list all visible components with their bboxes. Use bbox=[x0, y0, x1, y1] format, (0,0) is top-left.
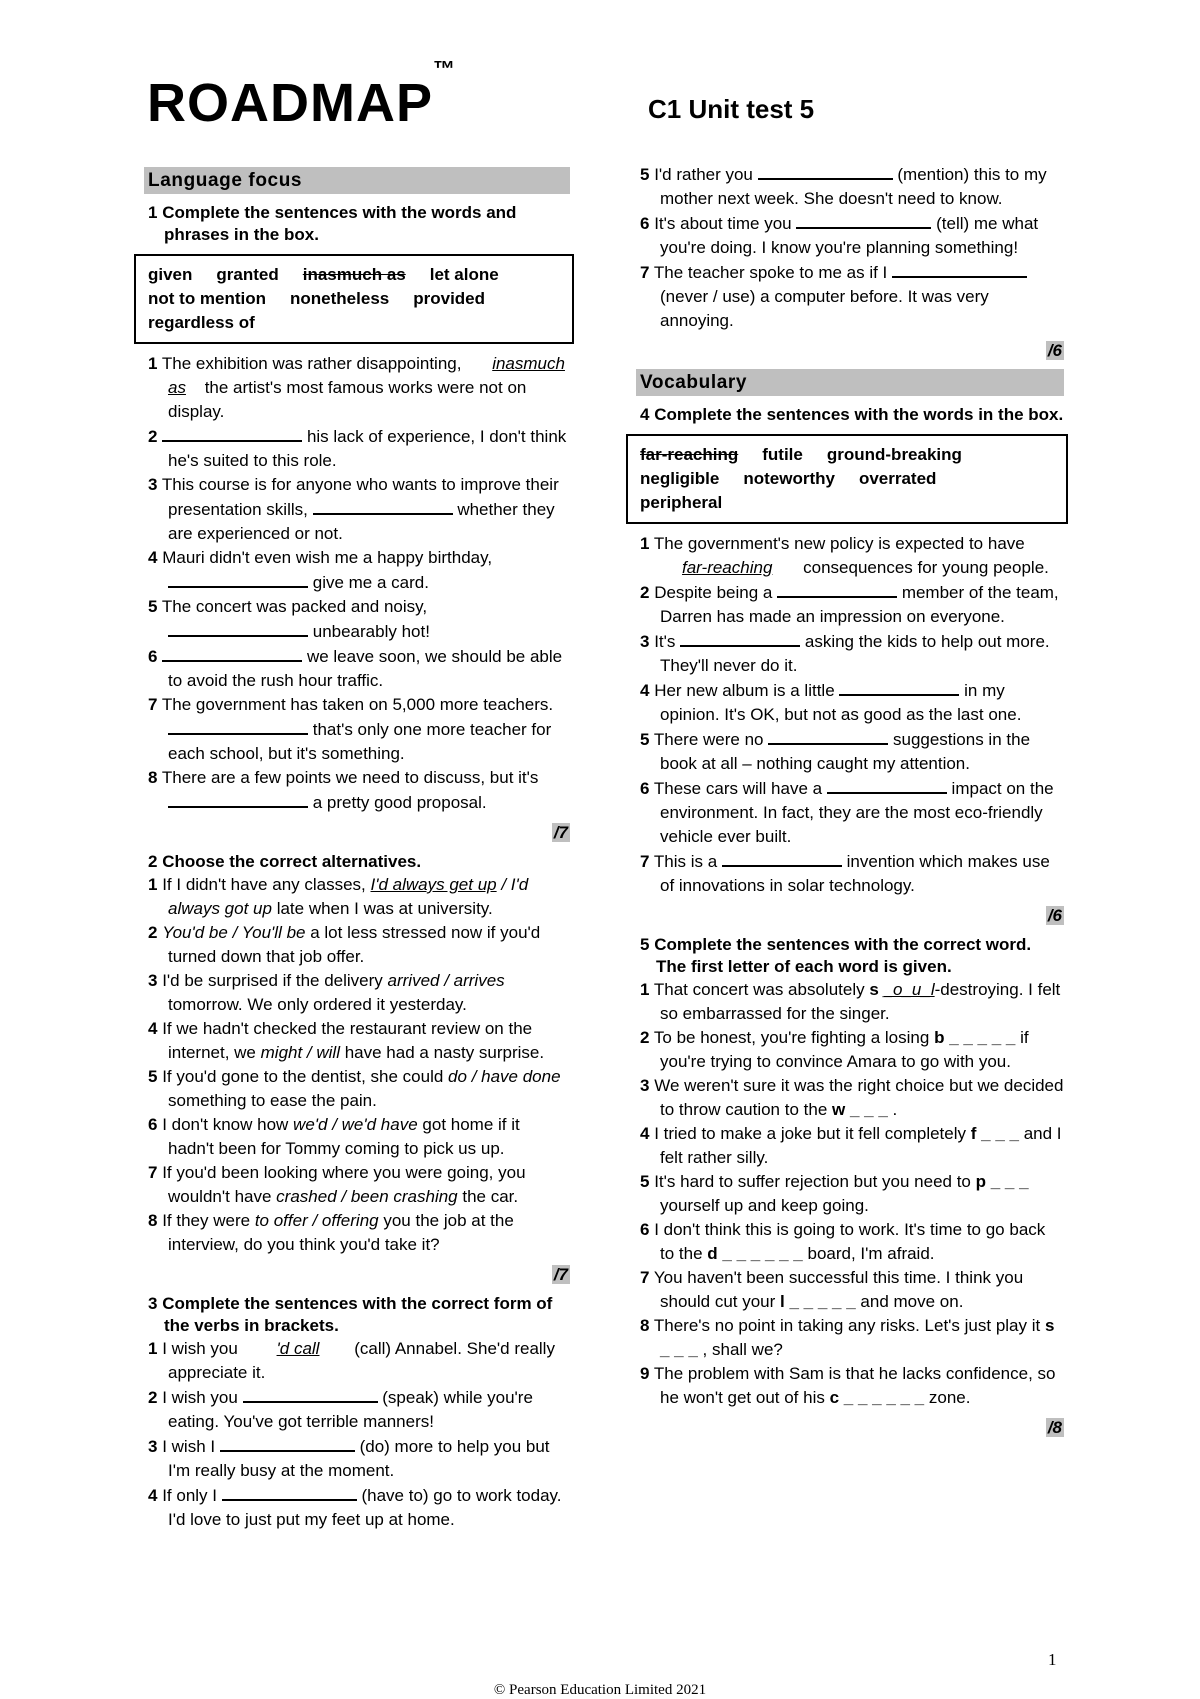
exercise-3-item: 7 The teacher spoke to me as if I (never / use) a computer before. It was very annoying. bbox=[640, 260, 1064, 333]
exercise-2-item: 5 If you'd gone to the dentist, she could do / have done something to ease the pain. bbox=[148, 1067, 561, 1110]
exercise-2-item: 7 If you'd been looking where you were going, you wouldn't have crashed / been crashing the car. bbox=[148, 1163, 526, 1206]
exercise-5-item: 7 You haven't been successful this time. I think you should cut your l _ _ _ _ _ and move on. bbox=[640, 1268, 1024, 1311]
word-box-item: negligible bbox=[640, 469, 720, 488]
example-answer: 'd call bbox=[276, 1339, 320, 1358]
exercise-1-instruction: 1 Complete the sentences with the words and phrases in the box. bbox=[148, 203, 517, 244]
exercise-2-item: 4 If we hadn't checked the restaurant review on the internet, we might / will have had a nasty surprise. bbox=[148, 1019, 545, 1062]
answer-blank[interactable] bbox=[220, 1434, 355, 1452]
word-box-item: provided bbox=[413, 289, 486, 308]
exercise-1-item: 8 There are a few points we need to discuss, but it's a pretty good proposal. bbox=[148, 768, 539, 812]
answer-blank[interactable] bbox=[722, 849, 842, 867]
word-box-item: let alone bbox=[429, 265, 499, 284]
exercise-1-item: 3 This course is for anyone who wants to improve their presentation skills, whether they are experienced or not. bbox=[148, 475, 559, 543]
answer-blank[interactable] bbox=[162, 424, 302, 442]
answer-blank[interactable] bbox=[796, 211, 931, 229]
brand-logo: ROADMAP™ bbox=[147, 56, 456, 133]
word-box-item: granted bbox=[216, 265, 279, 284]
option-b[interactable]: You'll be bbox=[241, 923, 306, 942]
exercise-1-item: 4 Mauri didn't even wish me a happy birthday, give me a card. bbox=[148, 548, 493, 592]
exercise-1-score: /7 bbox=[553, 823, 568, 842]
copyright-footer: © Pearson Education Limited 2021 bbox=[493, 1682, 707, 1698]
option-b[interactable]: offering bbox=[321, 1211, 379, 1230]
option-a[interactable]: to offer bbox=[254, 1211, 308, 1230]
exercise-5-item: 3 We weren't sure it was the right choice but we decided to throw caution to the w _ _ _ . bbox=[640, 1076, 1064, 1119]
exercise-1-item: 5 The concert was packed and noisy, unbearably hot! bbox=[148, 597, 430, 641]
exercise-2-item: 8 If they were to offer / offering you the job at the interview, do you think you'd take it? bbox=[148, 1211, 514, 1254]
word-box-item: peripheral bbox=[640, 493, 723, 512]
right-column bbox=[636, 162, 1064, 1446]
exercise-5-item: 2 To be honest, you're fighting a losing b _ _ _ _ _ if you're trying to convince Amara to go with you. bbox=[640, 1028, 1029, 1071]
option-a[interactable]: might bbox=[260, 1043, 303, 1062]
word-box-item-used: inasmuch as bbox=[302, 265, 406, 284]
word-box-item: not to mention bbox=[148, 289, 267, 308]
letter-blanks[interactable]: _ _ _ bbox=[849, 1100, 888, 1119]
option-b[interactable]: we'd have bbox=[341, 1115, 418, 1134]
page-number: 1 bbox=[1048, 1650, 1057, 1669]
example-answer: inasmuch as bbox=[168, 354, 565, 397]
answer-blank[interactable] bbox=[168, 619, 308, 637]
exercise-2-item: 6 I don't know how we'd / we'd have got home if it hadn't been for Tommy coming to pick us up. bbox=[148, 1115, 520, 1158]
exercise-5-item: 9 The problem with Sam is that he lacks confidence, so he won't get out of his c _ _ _ _ _ _ zone. bbox=[640, 1364, 1056, 1407]
option-a[interactable]: You'd be bbox=[162, 923, 228, 942]
exercise-2-item: 2 You'd be / You'll be a lot less stressed now if you'd turned down that job offer. bbox=[148, 923, 541, 966]
exercise-5-instruction: 5 Complete the sentences with the correct word. The first letter of each word is given. bbox=[640, 935, 1032, 976]
exercise-3-item: 4 If only I (have to) go to work today. I'd love to just put my feet up at home. bbox=[148, 1483, 570, 1532]
exercise-5-score: /8 bbox=[1047, 1418, 1062, 1437]
word-box-item: nonetheless bbox=[290, 289, 390, 308]
exercise-3-item: 5 I'd rather you (mention) this to my mother next week. She doesn't need to know. bbox=[640, 162, 1064, 211]
option-b[interactable]: been crashing bbox=[350, 1187, 458, 1206]
answer-blank[interactable] bbox=[839, 678, 959, 696]
word-box-item-used: far-reaching bbox=[640, 445, 739, 464]
letter-blanks[interactable]: _ _ _ bbox=[981, 1124, 1019, 1143]
option-a[interactable]: do bbox=[448, 1067, 467, 1086]
word-box-item: futile bbox=[762, 445, 803, 464]
exercise-4-item: 1 The government's new policy is expected to have far-reaching consequences for young people. bbox=[640, 534, 1049, 577]
answer-blank[interactable] bbox=[768, 727, 888, 745]
section-heading-vocabulary: Vocabulary bbox=[636, 369, 1064, 396]
word-box-item: given bbox=[148, 265, 193, 284]
page-title: C1 Unit test 5 bbox=[648, 94, 815, 124]
option-a[interactable]: I'd always get up bbox=[370, 875, 497, 894]
exercise-3-item: 3 I wish I (do) more to help you but I'm really busy at the moment. bbox=[148, 1434, 570, 1483]
answer-blank[interactable] bbox=[168, 790, 308, 808]
exercise-5-item: 6 I don't think this is going to work. It's time to go back to the d _ _ _ _ _ _ board, I'm afraid. bbox=[640, 1220, 1046, 1263]
option-a[interactable]: arrived bbox=[387, 971, 440, 990]
option-b[interactable]: I'd always got up bbox=[168, 875, 529, 918]
exercise-5-item: 4 I tried to make a joke but it fell completely f _ _ _ and I felt rather silly. bbox=[640, 1124, 1062, 1167]
option-a[interactable]: we'd bbox=[293, 1115, 328, 1134]
option-b[interactable]: arrives bbox=[453, 971, 505, 990]
word-box-item: overrated bbox=[858, 469, 937, 488]
exercise-1-item: 7 The government has taken on 5,000 more teachers. that's only one more teacher for each school, but it's something. bbox=[148, 695, 554, 763]
exercise-3-item: 2 I wish you (speak) while you're eating. You've got terrible manners! bbox=[148, 1385, 570, 1434]
example-answer: far-reaching bbox=[682, 558, 773, 577]
example-answer: _o_u_l bbox=[883, 980, 935, 999]
option-a[interactable]: crashed bbox=[276, 1187, 337, 1206]
exercise-2-instruction: 2 Choose the correct alternatives. bbox=[148, 852, 422, 871]
answer-blank[interactable] bbox=[313, 497, 453, 515]
exercise-5-item: 5 It's hard to suffer rejection but you need to p _ _ _ yourself up and keep going. bbox=[640, 1172, 1029, 1215]
exercise-1-item: 2 his lack of experience, I don't think he's suited to this role. bbox=[148, 424, 570, 473]
answer-blank[interactable] bbox=[758, 162, 893, 180]
answer-blank[interactable] bbox=[827, 776, 947, 794]
answer-blank[interactable] bbox=[243, 1385, 378, 1403]
section-heading-language-focus: Language focus bbox=[144, 167, 570, 194]
word-box-item: noteworthy bbox=[743, 469, 835, 488]
answer-blank[interactable] bbox=[222, 1483, 357, 1501]
exercise-4-item: 6 These cars will have a impact on the environment. In fact, they are the most eco-friendly vehicle ever built. bbox=[640, 776, 1064, 849]
option-b[interactable]: have done bbox=[481, 1067, 561, 1086]
letter-blanks[interactable]: _ _ _ _ _ _ bbox=[722, 1244, 803, 1263]
exercise-4-score: /6 bbox=[1047, 906, 1062, 925]
word-box-item: regardless of bbox=[148, 313, 255, 332]
exercise-4-item: 4 Her new album is a little in my opinion. It's OK, but not as good as the last one. bbox=[640, 678, 1064, 727]
exercise-3-instruction: 3 Complete the sentences with the correct form of the verbs in brackets. bbox=[148, 1294, 553, 1335]
answer-blank[interactable] bbox=[162, 644, 302, 662]
answer-blank[interactable] bbox=[168, 570, 308, 588]
letter-blanks[interactable]: _ _ _ bbox=[660, 1340, 698, 1359]
word-box-item: ground-breaking bbox=[826, 445, 962, 464]
exercise-4-item: 5 There were no suggestions in the book at all – nothing caught my attention. bbox=[640, 727, 1064, 776]
exercise-3-item: 1 I wish you 'd call (call) Annabel. She'd really appreciate it. bbox=[148, 1339, 555, 1382]
exercise-2-item: 3 I'd be surprised if the delivery arrived / arrives tomorrow. We only ordered it yesterday. bbox=[148, 971, 505, 1014]
exercise-3-score: /6 bbox=[1047, 341, 1062, 360]
answer-blank[interactable] bbox=[777, 580, 897, 598]
option-b[interactable]: will bbox=[316, 1043, 340, 1062]
answer-blank[interactable] bbox=[680, 629, 800, 647]
exercise-2-item: 1 If I didn't have any classes, I'd always get up / I'd always got up late when I was at university. bbox=[148, 875, 529, 918]
letter-blanks[interactable]: _ _ _ bbox=[990, 1172, 1029, 1191]
exercise-5-item: 1 That concert was absolutely s _o_u_l-destroying. I felt so embarrassed for the singer. bbox=[640, 980, 1061, 1023]
exercise-3-item: 6 It's about time you (tell) me what you're doing. I know you're planning something! bbox=[640, 211, 1064, 260]
exercise-1-item: 6 we leave soon, we should be able to avoid the rush hour traffic. bbox=[148, 644, 570, 693]
exercise-4-word-box bbox=[626, 434, 1068, 524]
exercise-5-item: 8 There's no point in taking any risks. Let's just play it s _ _ _ , shall we? bbox=[640, 1316, 1055, 1359]
exercise-4-instruction: 4 Complete the sentences with the words in the box. bbox=[640, 405, 1064, 424]
exercise-1-word-box bbox=[134, 254, 574, 344]
left-column bbox=[144, 167, 570, 1532]
exercise-4-item: 3 It's asking the kids to help out more. They'll never do it. bbox=[640, 629, 1064, 678]
exercise-2-score: /7 bbox=[553, 1265, 568, 1284]
exercise-4-item: 7 This is a invention which makes use of innovations in solar technology. bbox=[640, 849, 1064, 898]
exercise-1-item: 1 The exhibition was rather disappointing, inasmuch as the artist's most famous works were not on display. bbox=[148, 354, 565, 421]
letter-blanks[interactable]: _ _ _ _ _ _ bbox=[843, 1388, 925, 1407]
answer-blank[interactable] bbox=[892, 260, 1027, 278]
letter-blanks[interactable]: _ _ _ _ _ bbox=[949, 1028, 1016, 1047]
exercise-4-item: 2 Despite being a member of the team, Darren has made an impression on everyone. bbox=[640, 580, 1064, 629]
letter-blanks[interactable]: _ _ _ _ _ bbox=[789, 1292, 856, 1311]
answer-blank[interactable] bbox=[168, 717, 308, 735]
